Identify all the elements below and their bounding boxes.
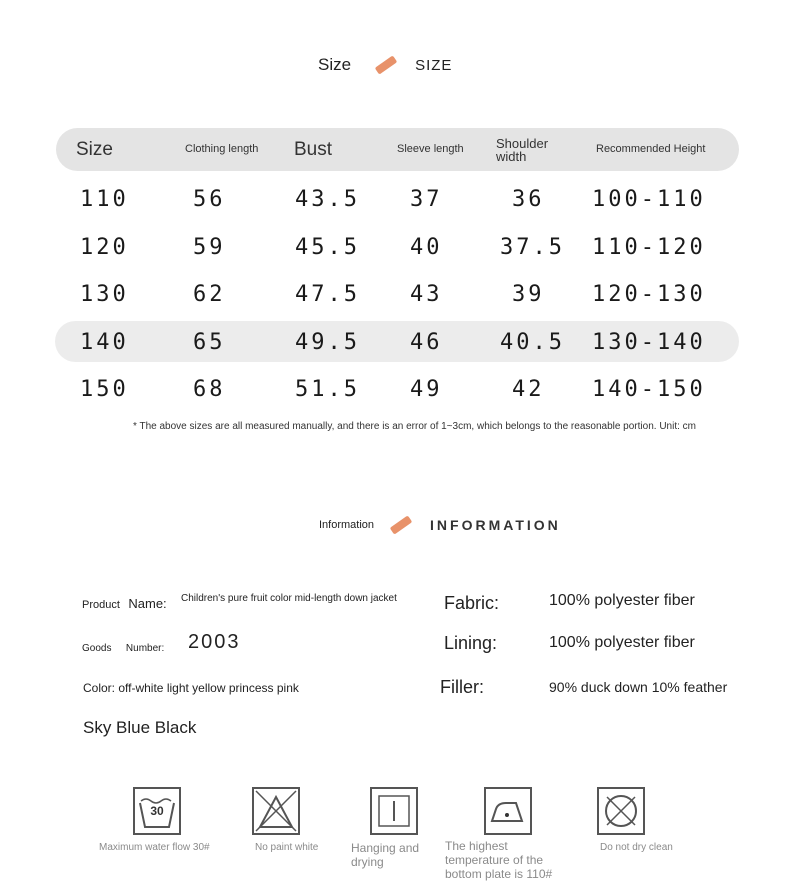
cell-sleeve-length: 46 bbox=[410, 330, 443, 355]
wash-temperature: 30 bbox=[150, 804, 164, 818]
cell-size: 140 bbox=[80, 330, 129, 355]
header-shoulder-width: Shoulder width bbox=[496, 136, 549, 164]
care-label: Maximum water flow 30# bbox=[99, 842, 210, 853]
cell-bust: 43.5 bbox=[295, 187, 360, 212]
cell-recommended-height: 140-150 bbox=[592, 377, 706, 402]
cell-sleeve-length: 37 bbox=[410, 187, 443, 212]
care-item-no-bleach bbox=[252, 787, 342, 855]
header-bust: Bust bbox=[294, 139, 333, 160]
fabric-value: 100% polyester fiber bbox=[549, 592, 695, 609]
cell-clothing-length: 56 bbox=[193, 187, 226, 212]
cell-bust: 45.5 bbox=[295, 235, 360, 260]
accent-slash-icon bbox=[375, 55, 398, 74]
no-bleach-icon bbox=[252, 787, 300, 835]
header-size: Size bbox=[76, 139, 113, 160]
cell-recommended-height: 100-110 bbox=[592, 187, 706, 212]
cell-bust: 47.5 bbox=[295, 282, 360, 307]
size-note: * The above sizes are all measured manually, and there is an error of 1~3cm, which belongs to the reasonable portion. Unit: cm bbox=[133, 421, 696, 432]
care-item-hang-dry bbox=[351, 787, 441, 869]
cell-shoulder-width: 36 bbox=[512, 187, 545, 212]
cell-shoulder-width: 39 bbox=[512, 282, 545, 307]
care-label: Do not dry clean bbox=[600, 842, 673, 853]
cell-sleeve-length: 49 bbox=[410, 377, 443, 402]
care-label: The highest temperature of the bottom plate is 110# bbox=[445, 839, 553, 881]
accent-slash-icon bbox=[390, 515, 413, 534]
goods-number-label: Goods Number: bbox=[82, 643, 165, 654]
care-item-no-dry-clean bbox=[597, 787, 697, 855]
cell-bust: 51.5 bbox=[295, 377, 360, 402]
info-section-title bbox=[319, 517, 561, 533]
cell-clothing-length: 68 bbox=[193, 377, 226, 402]
product-name-label: Product Name: bbox=[82, 596, 167, 611]
no-dry-clean-icon bbox=[597, 787, 645, 835]
cell-size: 120 bbox=[80, 235, 129, 260]
goods-number-value: 2003 bbox=[188, 631, 241, 653]
size-title-right: SIZE bbox=[415, 56, 453, 74]
care-item-wash bbox=[99, 787, 229, 855]
iron-icon bbox=[484, 787, 532, 835]
care-label: No paint white bbox=[255, 842, 319, 853]
cell-bust: 49.5 bbox=[295, 330, 360, 355]
lining-label: Lining: bbox=[444, 633, 498, 653]
cell-size: 150 bbox=[80, 377, 129, 402]
header-recommended-height: Recommended Height bbox=[596, 143, 706, 155]
cell-shoulder-width: 37.5 bbox=[500, 235, 565, 260]
cell-size: 110 bbox=[80, 187, 129, 212]
cell-clothing-length: 62 bbox=[193, 282, 226, 307]
care-label: Hanging and drying bbox=[351, 841, 420, 869]
filler-label: Filler: bbox=[440, 677, 484, 697]
lining-value: 100% polyester fiber bbox=[549, 634, 695, 651]
cell-size: 130 bbox=[80, 282, 129, 307]
cell-clothing-length: 59 bbox=[193, 235, 226, 260]
cell-shoulder-width: 42 bbox=[512, 377, 545, 402]
product-name-value: Children's pure fruit color mid-length down jacket bbox=[181, 593, 397, 604]
cell-recommended-height: 120-130 bbox=[592, 282, 706, 307]
cell-sleeve-length: 43 bbox=[410, 282, 443, 307]
cell-shoulder-width: 40.5 bbox=[500, 330, 565, 355]
cell-recommended-height: 110-120 bbox=[592, 235, 706, 260]
cell-sleeve-length: 40 bbox=[410, 235, 443, 260]
header-clothing-length: Clothing length bbox=[185, 143, 259, 155]
info-title-right: INFORMATION bbox=[430, 517, 561, 533]
color-line-1: Color: off-white light yellow princess pink bbox=[83, 681, 299, 695]
care-item-iron bbox=[445, 787, 575, 881]
cell-recommended-height: 130-140 bbox=[592, 330, 706, 355]
hang-dry-icon bbox=[370, 787, 418, 835]
color-line-2: Sky Blue Black bbox=[83, 718, 197, 737]
filler-value: 90% duck down 10% feather bbox=[549, 679, 728, 695]
size-title-left: Size bbox=[318, 55, 352, 74]
size-section-title bbox=[318, 55, 452, 75]
fabric-label: Fabric: bbox=[444, 593, 500, 613]
cell-clothing-length: 65 bbox=[193, 330, 226, 355]
header-sleeve-length: Sleeve length bbox=[397, 143, 464, 155]
info-title-left: Information bbox=[319, 519, 375, 531]
wash-30-icon bbox=[133, 787, 181, 835]
